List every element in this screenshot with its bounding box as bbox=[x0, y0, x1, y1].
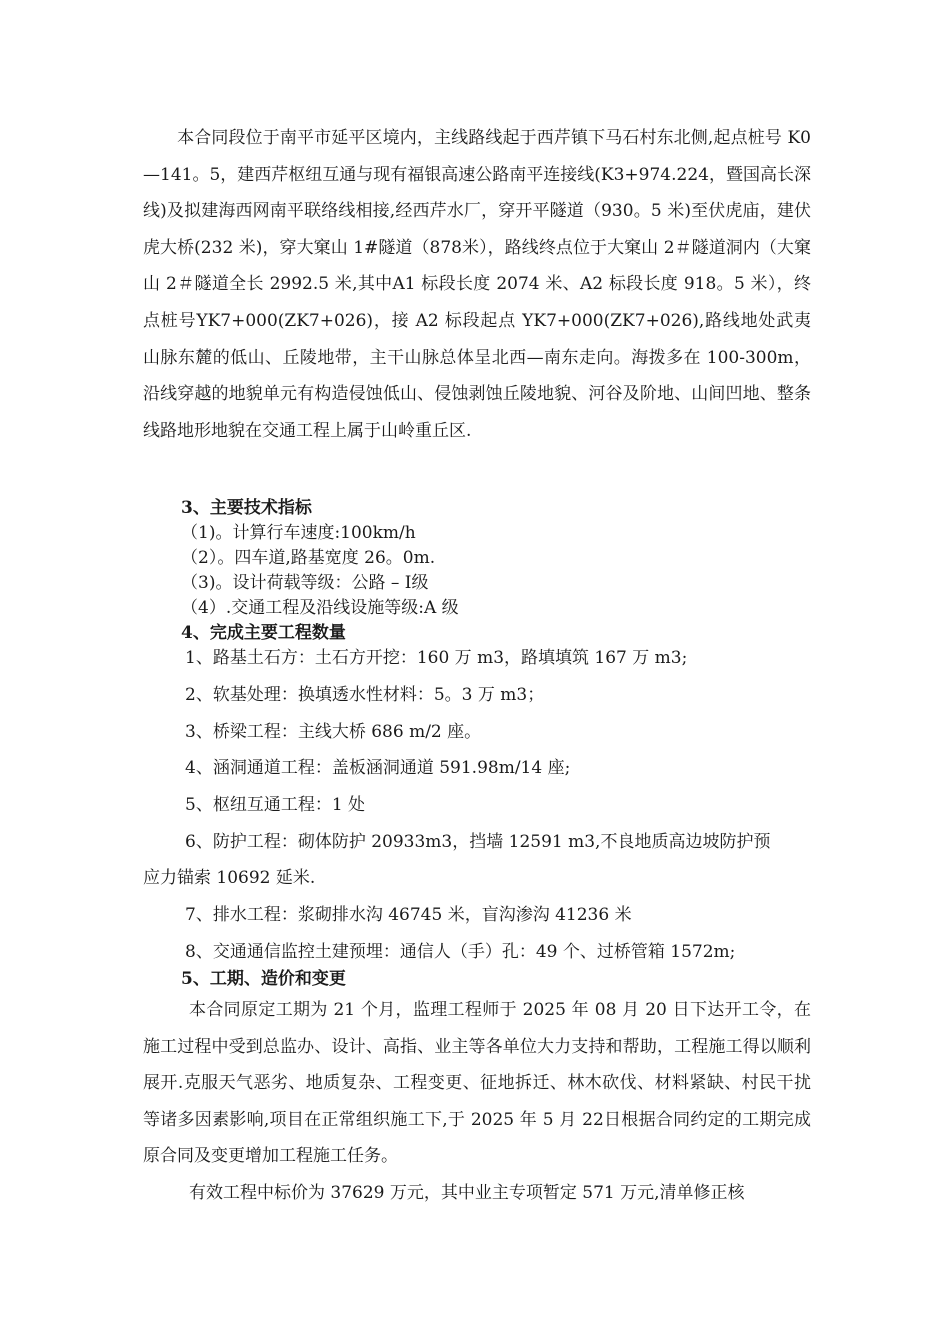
quantity-item: 6、防护工程：砌体防护 20933m3，挡墙 12591 m3,不良地质高边坡防护预 bbox=[185, 832, 771, 852]
quantity-item: 8、交通通信监控土建预埋：通信人（手）孔：49 个、过桥管箱 1572m; bbox=[185, 942, 736, 962]
cost-paragraph: 有效工程中标价为 37629 万元，其中业主专项暂定 571 万元,清单修正核 bbox=[189, 1183, 745, 1203]
quantity-item: 4、涵洞通道工程：盖板涵洞通道 591.98m/14 座; bbox=[185, 758, 571, 778]
tech-spec-item: （1)。计算行车速度:100km/h bbox=[181, 523, 416, 543]
schedule-paragraph: 本合同原定工期为 21 个月，监理工程师于 2025 年 08 月 20 日下达开工令，在施工过程中受到总监办、设计、高指、业主等各单位大力支持和帮助，工程施工得以顺利展开.克服天气恶劣、地质复杂、工程变更、征地拆迁、林木砍伐、材料紧缺、村民干扰等诸多因素影响,项目在正常组织施工下,于 2025 年 5 月 22日根据合同约定的工期完成原合同及变更增加工程施工任务。 bbox=[143, 1000, 811, 1166]
quantity-item: 1、路基土石方：土石方开挖：160 万 m3，路填填筑 167 万 m3; bbox=[185, 648, 688, 668]
section5-heading: 5、工期、造价和变更 bbox=[181, 969, 346, 989]
quantity-item: 2、软基处理：换填透水性材料：5。3 万 m3； bbox=[185, 685, 545, 705]
tech-spec-item: （2）。四车道,路基宽度 26。0m. bbox=[181, 548, 436, 568]
quantity-item-continued: 应力锚索 10692 延米. bbox=[143, 868, 316, 888]
intro-paragraph bbox=[143, 120, 811, 449]
section4-heading: 4、完成主要工程数量 bbox=[181, 623, 346, 643]
quantity-item: 5、枢纽互通工程：1 处 bbox=[185, 795, 366, 815]
quantity-item: 7、排水工程：浆砌排水沟 46745 米，盲沟渗沟 41236 米 bbox=[185, 905, 632, 925]
tech-spec-item: （3)。设计荷载等级：公路 – Ⅰ级 bbox=[181, 573, 429, 593]
intro-text: 本合同段位于南平市延平区境内，主线路线起于西芹镇下马石村东北侧,起点桩号 K0—141。5，建西芹枢纽互通与现有福银高速公路南平连接线(K3+974.224，暨国高长深线)及拟建海西网南平联络线相接,经西芹水厂，穿开平隧道（930。5 米)至伏虎庙，建伏虎大桥(232 米)，穿大窠山 1#隧道（878米），路线终点位于大窠山 2＃隧道洞内（大窠山 2＃隧道全长 2992.5 米,其中A1 标段长度 2074 米、A2 标段长度 918。5 米），终点桩号YK7+000(ZK7+026)，接 A2 标段起点 YK7+000(ZK7+026),路线地处武夷山脉东麓的低山、丘陵地带，主干山脉总体呈北西—南东走向。海拨多在 100-300m，沿线穿越的地貌单元有构造侵蚀低山、侵蚀剥蚀丘陵地貌、河谷及阶地、山间凹地、整条线路地形地貌在交通工程上属于山岭重丘区. bbox=[143, 128, 811, 441]
quantity-item: 3、桥梁工程：主线大桥 686 m/2 座。 bbox=[185, 722, 482, 742]
section3-heading: 3、主要技术指标 bbox=[181, 498, 312, 518]
tech-spec-item: （4）.交通工程及沿线设施等级:A 级 bbox=[181, 598, 459, 618]
